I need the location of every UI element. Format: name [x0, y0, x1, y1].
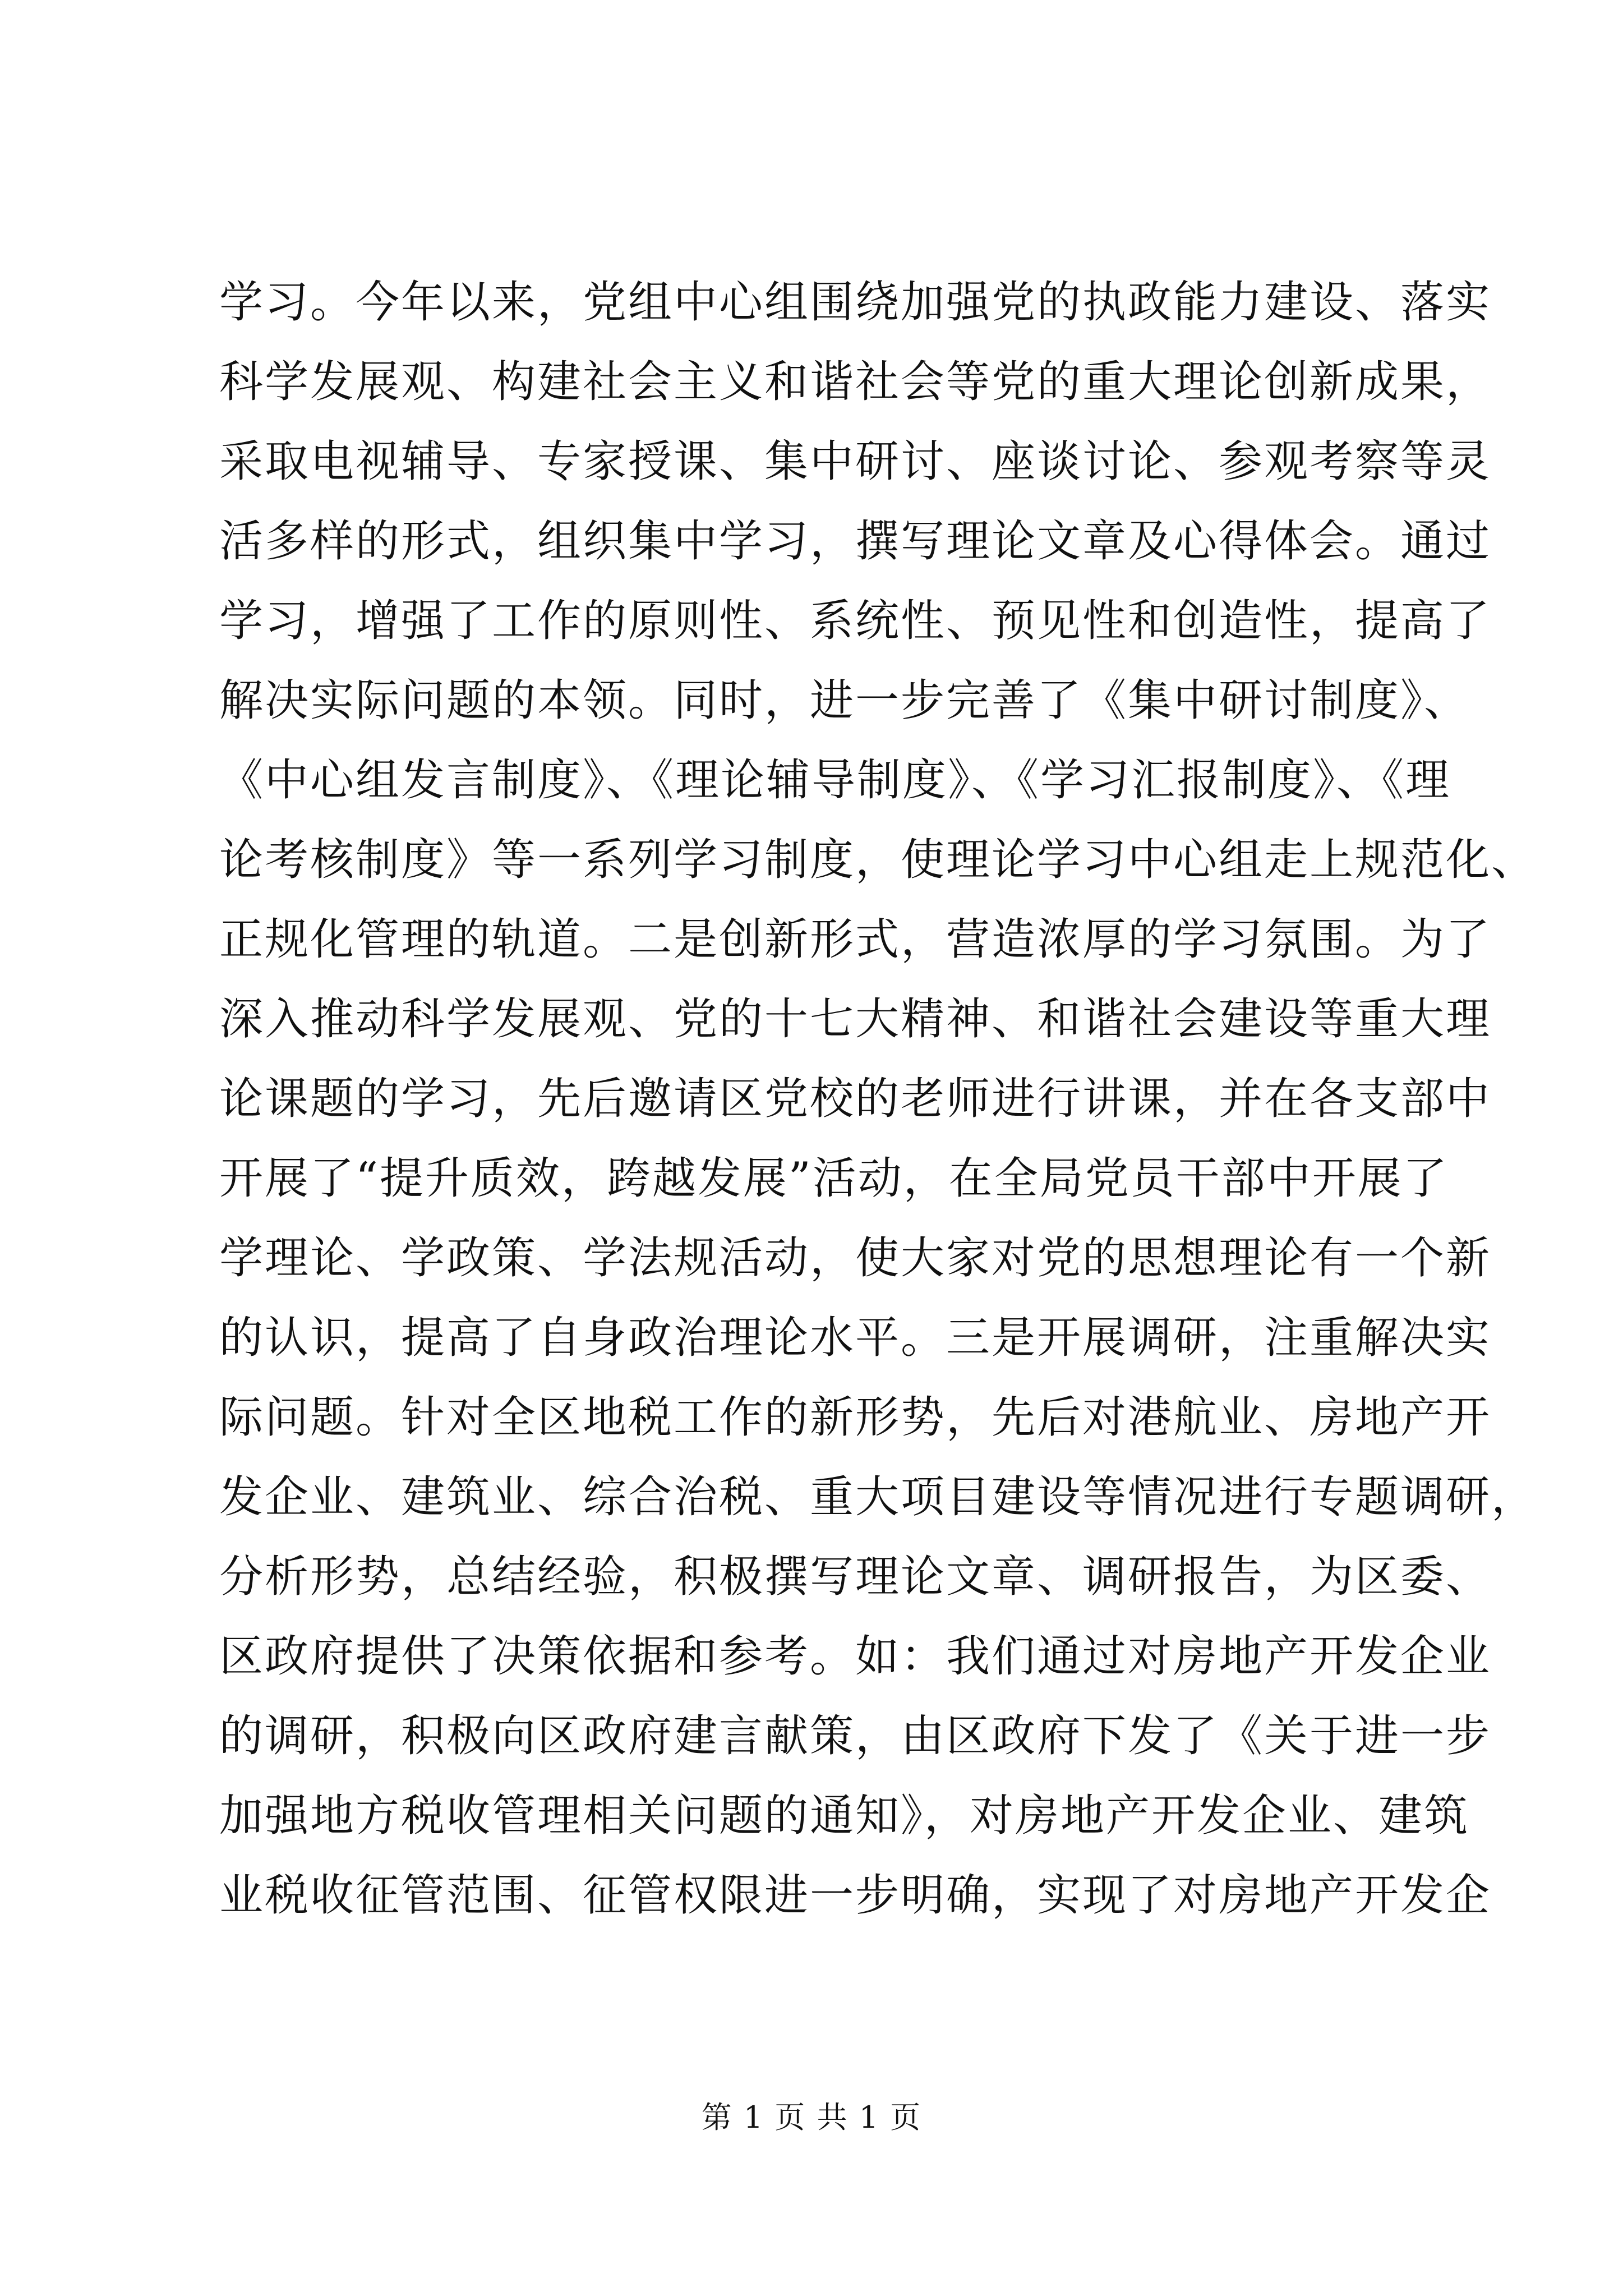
text-line: 际问题。针对全区地税工作的新形势，先后对港航业、房地产开	[219, 1392, 1492, 1443]
text-line: 学理论、学政策、学法规活动，使大家对党的思想理论有一个新	[219, 1233, 1492, 1283]
text-line: 解决实际问题的本领。同时，进一步完善了《集中研讨制度》、	[219, 675, 1470, 726]
text-line: 的调研，积极向区政府建言献策，由区政府下发了《关于进一步	[219, 1711, 1492, 1761]
text-line: 活多样的形式，组织集中学习，撰写理论文章及心得体会。通过	[219, 516, 1492, 567]
text-line: 论考核制度》等一系列学习制度，使理论学习中心组走上规范化、	[219, 835, 1537, 885]
text-line: 区政府提供了决策依据和参考。如：我们通过对房地产开发企业	[219, 1631, 1492, 1682]
text-line: 发企业、建筑业、综合治税、重大项目建设等情况进行专题调研，	[219, 1472, 1537, 1522]
page-number-footer: 第 1 页 共 1 页	[701, 2100, 922, 2135]
text-line: 加强地方税收管理相关问题的通知》，对房地产开发企业、建筑	[219, 1791, 1470, 1841]
text-line: 学习，增强了工作的原则性、系统性、预见性和创造性，提高了	[219, 596, 1492, 646]
text-line: 开展了“提升质效，跨越发展”活动，在全局党员干部中开展了	[219, 1153, 1449, 1204]
body-text	[219, 263, 1537, 1935]
text-line: 论课题的学习，先后邀请区党校的老师进行讲课，并在各支部中	[219, 1074, 1492, 1124]
text-line: 深入推动科学发展观、党的十七大精神、和谐社会建设等重大理	[219, 994, 1492, 1045]
text-line: 的认识，提高了自身政治理论水平。三是开展调研，注重解决实	[219, 1313, 1492, 1363]
text-line: 采取电视辅导、专家授课、集中研讨、座谈讨论、参观考察等灵	[219, 436, 1492, 487]
text-line: 学习。今年以来，党组中心组围绕加强党的执政能力建设、落实	[219, 277, 1492, 328]
text-line: 正规化管理的轨道。二是创新形式，营造浓厚的学习氛围。为了	[219, 914, 1492, 965]
text-line: 业税收征管范围、征管权限进一步明确，实现了对房地产开发企	[219, 1870, 1492, 1921]
text-line: 科学发展观、构建社会主义和谐社会等党的重大理论创新成果，	[219, 357, 1492, 407]
text-line: 《中心组发言制度》、《理论辅导制度》、《学习汇报制度》、《理	[219, 755, 1451, 806]
text-line: 分析形势，总结经验，积极撰写理论文章、调研报告，为区委、	[219, 1552, 1492, 1602]
